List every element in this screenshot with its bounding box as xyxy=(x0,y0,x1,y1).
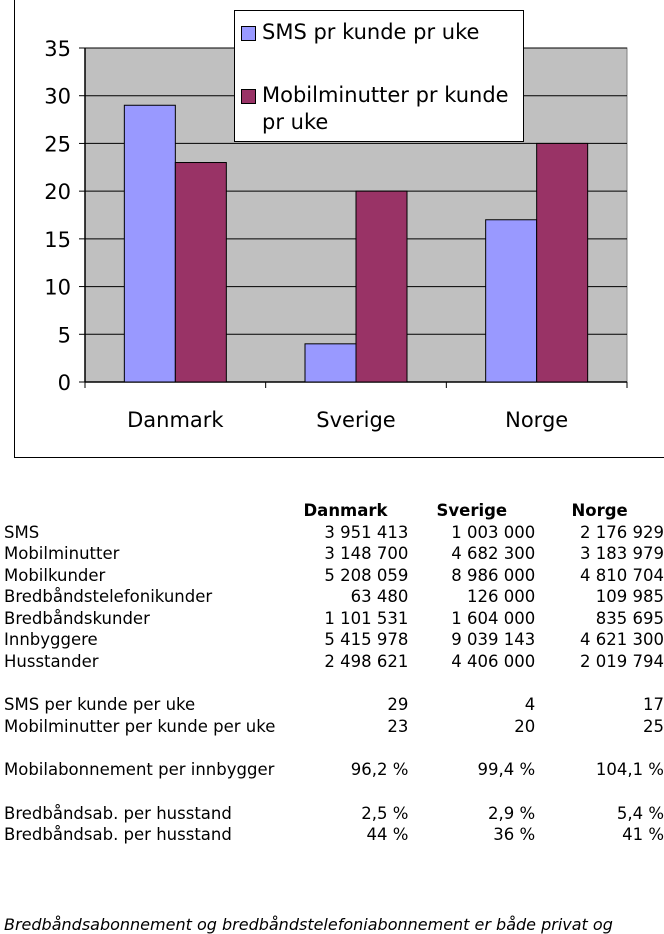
row-label: SMS xyxy=(4,522,40,542)
row-label: Mobilminutter per kunde per uke xyxy=(4,716,276,736)
table-row xyxy=(4,803,664,825)
table-cell: 23 xyxy=(387,716,409,736)
table-cell: 17 xyxy=(643,695,664,714)
spacer-cell xyxy=(4,737,664,759)
stats-table xyxy=(4,500,664,846)
table-row xyxy=(4,629,664,651)
table-cell: 41 % xyxy=(622,825,664,844)
bar-sms-danmark xyxy=(124,105,175,382)
table-cell: 9 039 143 xyxy=(451,630,536,649)
table-header-row xyxy=(4,500,664,522)
y-tick-label: 20 xyxy=(44,180,71,205)
table-row xyxy=(4,608,664,630)
table-row xyxy=(4,824,664,846)
y-tick-label: 30 xyxy=(44,84,71,109)
row-label: Bredbåndskunder xyxy=(4,608,150,628)
y-tick-label: 0 xyxy=(57,371,71,395)
table-cell: 4 810 704 xyxy=(580,565,664,585)
legend-swatch-sms xyxy=(241,26,256,41)
table-cell: 20 xyxy=(514,716,536,736)
row-label: Mobilabonnement per innbygger xyxy=(4,760,275,779)
y-tick-label: 5 xyxy=(57,323,71,348)
spacer-cell xyxy=(4,781,664,803)
legend-label-minutes: Mobilminutter pr kunde pr uke xyxy=(262,83,509,134)
y-tick-label: 10 xyxy=(44,275,71,300)
y-tick-label: 15 xyxy=(44,227,71,252)
row-label: Mobilminutter xyxy=(4,544,120,563)
table-cell: 109 985 xyxy=(595,587,664,606)
row-label: Husstander xyxy=(4,651,99,671)
table-cell: 2,5 % xyxy=(361,803,409,823)
table-row xyxy=(4,759,664,781)
row-spacer xyxy=(4,672,664,694)
table-row xyxy=(4,716,664,738)
header-danmark: Danmark xyxy=(303,501,388,520)
table-cell: 3 183 979 xyxy=(580,544,664,563)
legend-swatch-minutes xyxy=(241,89,256,104)
legend-item-minutes xyxy=(241,82,522,136)
table-cell: 4 682 300 xyxy=(451,544,536,563)
bar-sms-sverige xyxy=(305,344,356,382)
x-category-label: Danmark xyxy=(127,408,224,432)
table-cell: 1 101 531 xyxy=(324,608,409,628)
header-norge: Norge xyxy=(571,501,628,520)
table-cell: 3 951 413 xyxy=(324,522,409,542)
stats-body xyxy=(4,522,664,846)
table-cell: 5 415 978 xyxy=(324,630,409,649)
table-cell: 1 003 000 xyxy=(451,522,536,542)
row-label: Mobilkunder xyxy=(4,565,106,585)
table-row xyxy=(4,694,664,716)
table-cell: 3 148 700 xyxy=(324,544,409,563)
table-cell: 25 xyxy=(643,716,664,736)
header-blank xyxy=(4,500,283,522)
x-category-label: Sverige xyxy=(316,408,396,432)
table-cell: 126 000 xyxy=(466,587,536,606)
row-spacer xyxy=(4,781,664,803)
table-row xyxy=(4,651,664,673)
footnote: Bredbåndsabonnement og bredbåndstelefoniabonnement er både privat og xyxy=(4,915,613,934)
table-cell: 8 986 000 xyxy=(451,565,536,585)
table-cell: 4 406 000 xyxy=(451,651,536,671)
bar-sms-norge xyxy=(486,220,537,382)
table-cell: 5 208 059 xyxy=(324,565,409,585)
table-cell: 104,1 % xyxy=(595,760,664,779)
row-label: Bredbåndstelefonikunder xyxy=(4,587,213,606)
bar-minutes-danmark xyxy=(175,163,226,382)
y-tick-label: 25 xyxy=(44,132,71,157)
row-label: Innbyggere xyxy=(4,630,98,649)
table-cell: 29 xyxy=(387,695,409,714)
table-cell: 2,9 % xyxy=(488,803,536,823)
row-label: Bredbåndsab. per husstand xyxy=(4,803,232,823)
legend-label-sms: SMS pr kunde pr uke xyxy=(262,20,480,44)
spacer-cell xyxy=(4,672,664,694)
table-cell: 44 % xyxy=(366,825,409,844)
row-label: Bredbåndsab. per husstand xyxy=(4,825,232,844)
table-row xyxy=(4,586,664,608)
table-cell: 2 019 794 xyxy=(580,651,664,671)
bar-minutes-norge xyxy=(537,143,588,382)
table-row xyxy=(4,565,664,587)
row-label: SMS per kunde per uke xyxy=(4,695,196,714)
table-row xyxy=(4,522,664,544)
y-tick-label: 35 xyxy=(44,37,71,61)
table-cell: 5,4 % xyxy=(616,803,664,823)
chart-legend xyxy=(234,10,524,142)
table-cell: 63 480 xyxy=(350,587,409,606)
table-cell: 4 xyxy=(524,695,536,714)
table-cell: 99,4 % xyxy=(477,760,536,779)
x-category-label: Norge xyxy=(505,408,569,432)
table-cell: 835 695 xyxy=(595,608,664,628)
header-sverige: Sverige xyxy=(436,501,508,520)
row-spacer xyxy=(4,737,664,759)
table-cell: 36 % xyxy=(493,825,536,844)
table-cell: 2 498 621 xyxy=(324,651,409,671)
table-row xyxy=(4,543,664,565)
legend-item-sms xyxy=(241,19,522,46)
table-cell: 4 621 300 xyxy=(580,630,664,649)
table-cell: 2 176 929 xyxy=(580,522,664,542)
table-cell: 1 604 000 xyxy=(451,608,536,628)
bar-minutes-sverige xyxy=(356,191,407,382)
table-cell: 96,2 % xyxy=(350,760,409,779)
